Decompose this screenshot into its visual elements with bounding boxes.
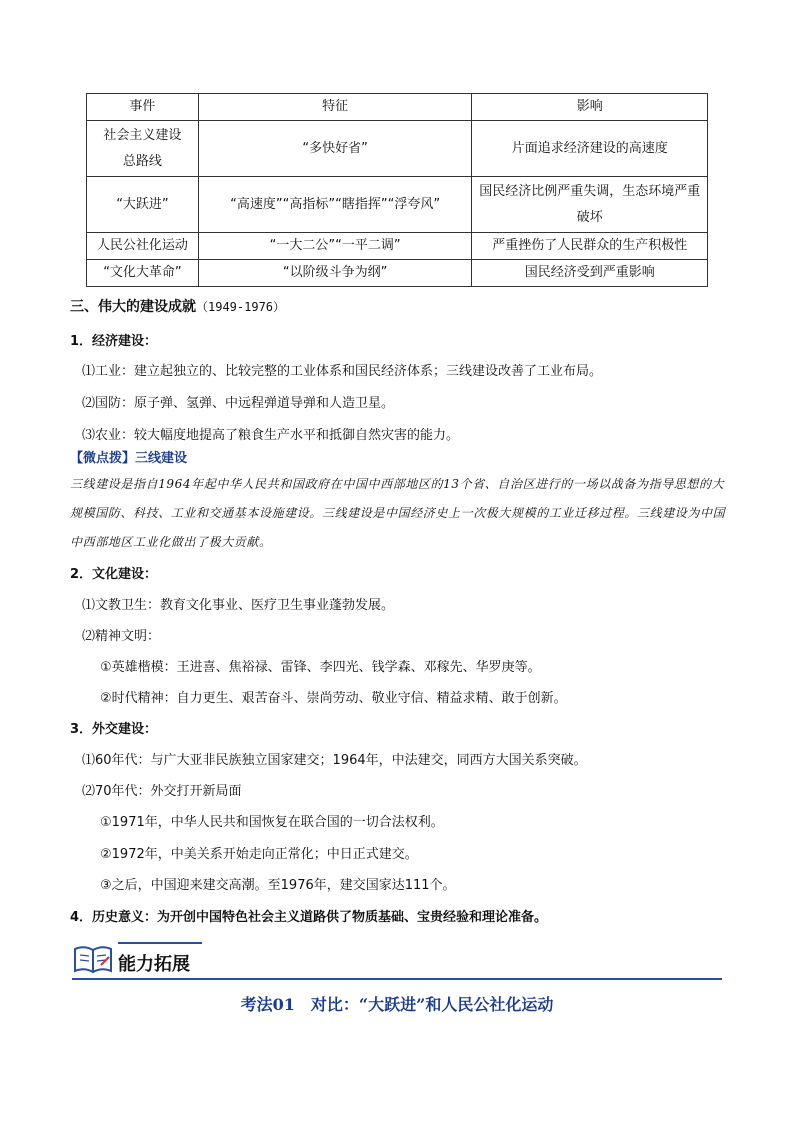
ability-top-rule bbox=[118, 942, 202, 944]
table-cell-event: 社会主义建设总路线 bbox=[87, 121, 199, 177]
significance: 4．历史意义：为开创中国特色社会主义道路供了物质基础、宝贵经验和理论准备。 bbox=[70, 910, 548, 925]
table-header-cell: 特征 bbox=[198, 94, 472, 121]
culture-heading: 2．文化建设： bbox=[70, 567, 158, 582]
culture-spirit: ⑵精神文明： bbox=[82, 629, 161, 644]
culture-heroes: ①英雄楷模：王进喜、焦裕禄、雷锋、李四光、钱学森、邓稼先、华罗庚等。 bbox=[100, 660, 541, 675]
tip-title: 三线建设 bbox=[135, 451, 188, 466]
table-header-row bbox=[87, 94, 708, 121]
table-cell-impact: 严重挫伤了人民群众的生产积极性 bbox=[472, 233, 708, 260]
table-header-cell: 影响 bbox=[472, 94, 708, 121]
open-book-icon bbox=[72, 943, 114, 977]
econ-heading: 1．经济建设： bbox=[70, 334, 158, 349]
table-cell-event: “大跃进” bbox=[87, 177, 199, 233]
econ-industry: ⑴工业：建立起独立的、比较完整的工业体系和国民经济体系；三线建设改善了工业布局。 bbox=[82, 364, 603, 379]
table-cell-feature: “以阶级斗争为纲” bbox=[198, 260, 472, 287]
culture-edu: ⑴文教卫生：教育文化事业、医疗卫生事业蓬勃发展。 bbox=[82, 598, 395, 613]
table-row bbox=[87, 121, 708, 177]
table-cell-feature: “多快好省” bbox=[198, 121, 472, 177]
diplomacy-60s: ⑴60年代：与广大亚非民族独立国家建交；1964年，中法建交，同西方大国关系突破。 bbox=[82, 753, 587, 768]
tip-heading bbox=[70, 447, 730, 466]
section-title: 三、伟大的建设成就 bbox=[70, 299, 196, 315]
ability-rule bbox=[72, 978, 722, 980]
method-title: 考法01 对比：“大跃进”和人民公社化运动 bbox=[240, 995, 554, 1014]
table-cell-impact: 片面追求经济建设的高速度 bbox=[472, 121, 708, 177]
section-years: （1949-1976） bbox=[196, 300, 286, 314]
table-cell-event: “文化大革命” bbox=[87, 260, 199, 287]
section-heading bbox=[70, 296, 730, 316]
diplomacy-item: ②1972年，中美关系开始走向正常化；中日正式建交。 bbox=[100, 847, 418, 862]
table-cell-impact: 国民经济比例严重失调，生态环境严重破坏 bbox=[472, 177, 708, 233]
ability-title: 能力拓展 bbox=[118, 954, 190, 975]
econ-defense: ⑵国防：原子弹、氢弹、中远程弹道导弹和人造卫星。 bbox=[82, 396, 395, 411]
tip-label: 【微点拨】 bbox=[70, 451, 136, 466]
diplomacy-heading: 3．外交建设： bbox=[70, 722, 158, 737]
diplomacy-item: ③之后，中国迎来建交高潮。至1976年，建交国家达111个。 bbox=[100, 878, 456, 893]
table-row bbox=[87, 233, 708, 260]
diplomacy-item: ①1971年，中华人民共和国恢复在联合国的一切合法权利。 bbox=[100, 815, 444, 830]
econ-agriculture: ⑶农业：较大幅度地提高了粮食生产水平和抵御自然灾害的能力。 bbox=[82, 428, 460, 443]
table-row bbox=[87, 260, 708, 287]
table-cell-impact: 国民经济受到严重影响 bbox=[472, 260, 708, 287]
tip-body: 三线建设是指自1964年起中华人民共和国政府在中国中西部地区的13个省、自治区进行的一场以战备为指导思想的大规模国防、科技、工业和交通基本设施建设。三线建设是中国经济史上一次极大规模的工业迁移过程。三线建设为中国中西部地区工业化做出了极大贡献。 bbox=[70, 477, 726, 549]
diplomacy-70s: ⑵70年代：外交打开新局面 bbox=[82, 784, 242, 799]
culture-era: ②时代精神：自力更生、艰苦奋斗、崇尚劳动、敬业守信、精益求精、敢于创新。 bbox=[100, 691, 567, 706]
table-cell-feature: “一大二公”“一平二调” bbox=[198, 233, 472, 260]
table-row bbox=[87, 177, 708, 233]
table-cell-event: 人民公社化运动 bbox=[87, 233, 199, 260]
table-cell-feature: “高速度”“高指标”“瞎指挥”“浮夸风” bbox=[198, 177, 472, 233]
table-header-cell: 事件 bbox=[87, 94, 199, 121]
events-table bbox=[86, 93, 708, 287]
